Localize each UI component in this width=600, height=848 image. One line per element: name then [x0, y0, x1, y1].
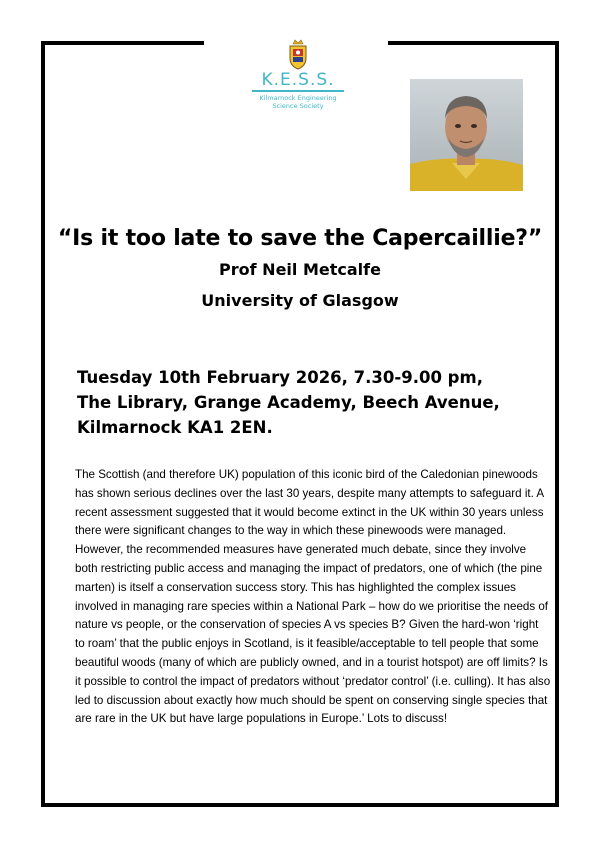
talk-title: “Is it too late to save the Capercaillie?” [57, 226, 543, 251]
speaker-name: Prof Neil Metcalfe [219, 260, 381, 279]
frame-right [555, 41, 559, 807]
logo-rule [252, 90, 344, 92]
frame-top-right [388, 41, 559, 45]
logo-subtitle-2: Science Society [272, 102, 324, 110]
frame-top-left [41, 41, 204, 45]
logo-subtitle-1: Kilmarnock Engineering [259, 94, 337, 102]
frame-bottom [41, 803, 559, 807]
frame-left [41, 41, 45, 807]
event-town-postcode: Kilmarnock KA1 2EN. [77, 418, 273, 437]
kess-logo [246, 38, 350, 120]
speaker-affiliation: University of Glasgow [201, 291, 399, 310]
speaker-photo [410, 79, 523, 191]
event-details [77, 365, 547, 440]
event-date-time: Tuesday 10th February 2026, 7.30-9.00 pm, [77, 368, 483, 387]
crest-icon [285, 38, 311, 70]
event-venue: The Library, Grange Academy, Beech Avenue, [77, 393, 500, 412]
logo-acronym: K.E.S.S. [261, 70, 335, 90]
talk-description: The Scottish (and therefore UK) population of this iconic bird of the Caledonian pinewoods has shown serious declines over the last 30 years, despite many attempts to safeguard it. A recent assessment suggested that it would become extinct in the UK within 30 years unless there were significant changes to the way in which these pinewoods were managed. However, the recommended measures have generated much debate, since they involve both restricting public access and managing the impact of predators, one of which (the pine marten) is itself a conservation success story. This has highlighted the complex issues involved in managing rare species within a National Park – how do we prioritise the needs of nature vs people, or the conservation of species A vs species B? Given the hard-won ‘right to roam’ that the public enjoys in Scotland, is it feasible/acceptable to tell people that some beautiful woods (many of which are publicly owned, and in a tourist hotspot) are off limits? Is it possible to control the impact of predators without ‘predator control’ (i.e. culling). It has also led to discussion about exactly how much should be spent on conserving single species that are rare in the UK but have large populations in Europe.’ Lots to discuss! [75, 468, 551, 726]
